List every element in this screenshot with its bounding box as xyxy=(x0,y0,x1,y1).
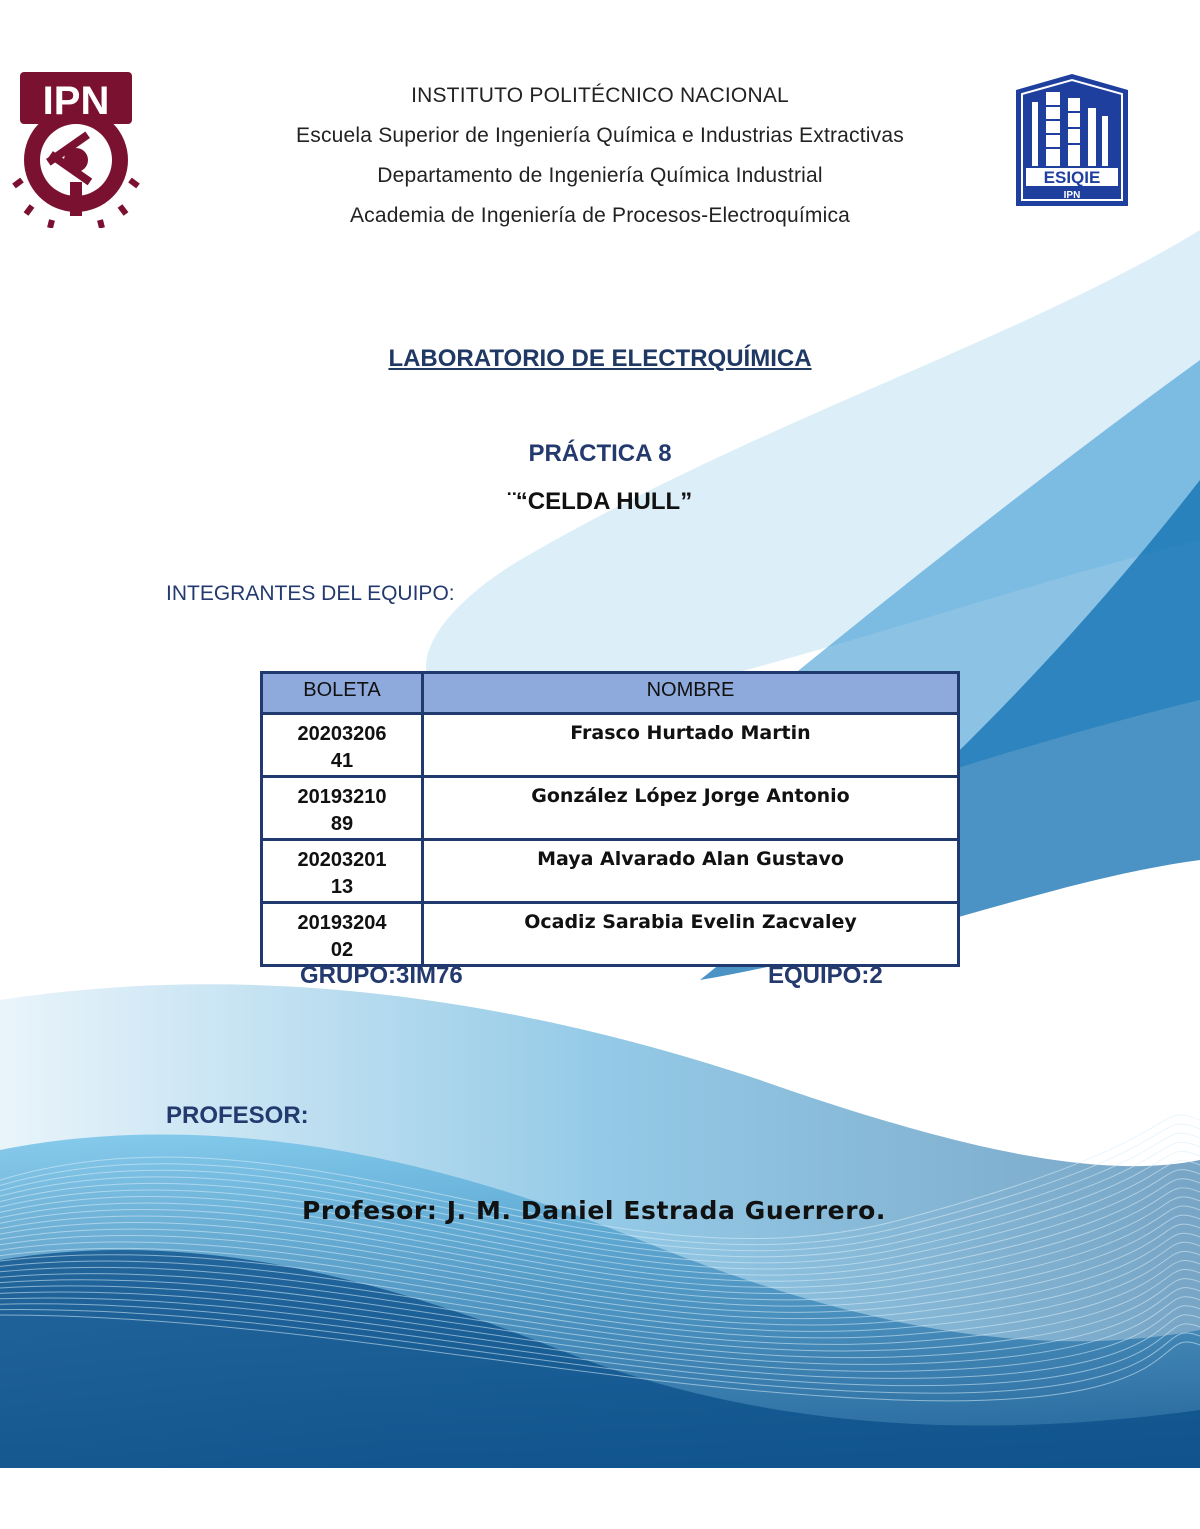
members-table xyxy=(260,671,960,967)
boleta-cell xyxy=(262,840,423,903)
name-cell: Ocadiz Sarabia Evelin Zacvaley xyxy=(423,903,959,966)
boleta-line-1: 20193210 xyxy=(297,786,387,808)
department-name: Departamento de Ingeniería Química Industrial xyxy=(377,164,823,187)
column-header-nombre: NOMBRE xyxy=(423,673,959,714)
boleta-line-2: 13 xyxy=(330,876,354,898)
boleta-line-1: 20203206 xyxy=(297,723,387,745)
svg-text:IPN: IPN xyxy=(1063,190,1081,201)
name-cell: González López Jorge Antonio xyxy=(423,777,959,840)
table-row xyxy=(262,777,959,840)
academy-name: Academia de Ingeniería de Procesos-Electroquímica xyxy=(349,204,851,227)
name-cell: Maya Alvarado Alan Gustavo xyxy=(423,840,959,903)
svg-text:IPN: IPN xyxy=(42,79,110,123)
boleta-line-2: 89 xyxy=(330,813,354,835)
table-row xyxy=(262,714,959,777)
boleta-line-2: 41 xyxy=(330,750,354,772)
boleta-line-1: 20203201 xyxy=(297,849,387,871)
professor-name: Profesor: J. M. Daniel Estrada Guerrero. xyxy=(302,1196,887,1225)
boleta-cell xyxy=(262,903,423,966)
boleta-cell xyxy=(262,777,423,840)
practice-name: ¨“CELDA HULL” xyxy=(507,488,693,515)
column-header-boleta: BOLETA xyxy=(262,673,423,714)
laboratory-title: LABORATORIO DE ELECTRQUÍMICA xyxy=(388,345,812,372)
boleta-cell xyxy=(262,714,423,777)
team-label: EQUIPO:2 xyxy=(768,962,883,989)
practice-number: PRÁCTICA 8 xyxy=(528,440,672,467)
table-row xyxy=(262,903,959,966)
table-row xyxy=(262,840,959,903)
boleta-line-1: 20193204 xyxy=(297,912,387,934)
table-header-row xyxy=(262,673,959,714)
svg-text:ESIQIE: ESIQIE xyxy=(1043,168,1101,187)
boleta-line-2: 02 xyxy=(330,939,354,961)
members-label: INTEGRANTES DEL EQUIPO: xyxy=(166,582,455,605)
name-cell: Frasco Hurtado Martin xyxy=(423,714,959,777)
professor-label: PROFESOR: xyxy=(166,1102,309,1129)
institution-name: INSTITUTO POLITÉCNICO NACIONAL xyxy=(411,84,789,107)
group-label: GRUPO:3IM76 xyxy=(300,962,463,989)
school-name: Escuela Superior de Ingeniería Química e Industrias Extractivas xyxy=(296,124,904,147)
